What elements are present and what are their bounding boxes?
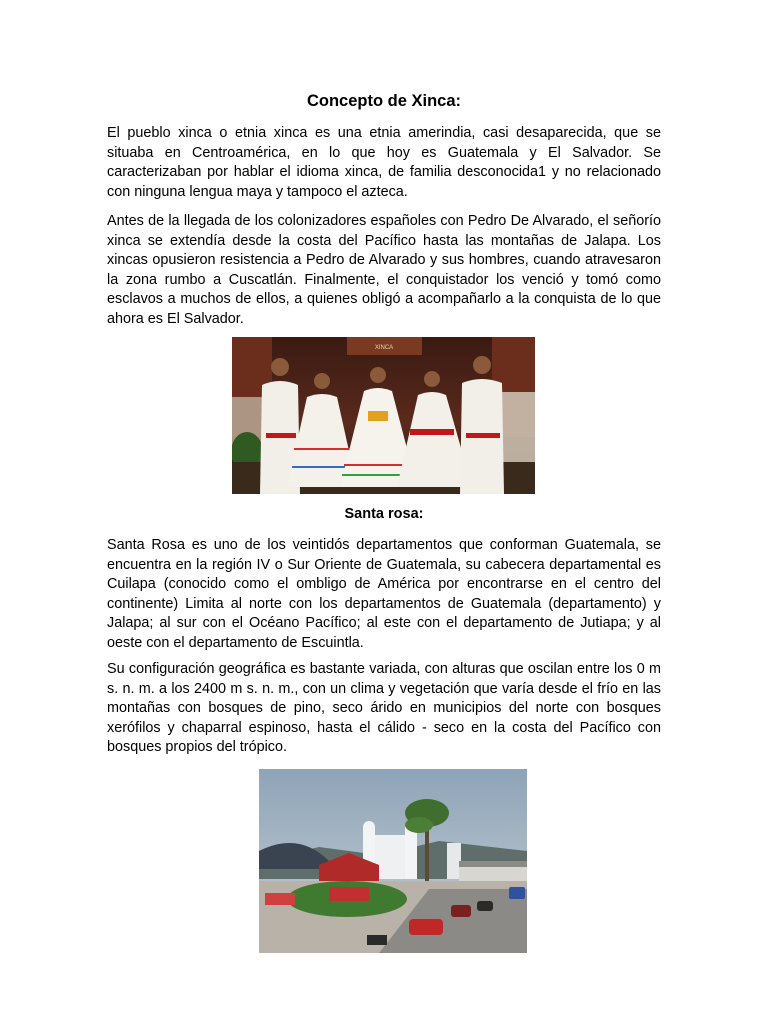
santa-rosa-plaza-photo (259, 769, 527, 953)
page-title: Concepto de Xinca: (306, 92, 462, 110)
photo-banner-text: XINCA (374, 345, 394, 351)
paragraph-santa-rosa-geography: Su configuración geográfica es bastante variada, con alturas que oscilan entre los 0 m s. n. m. a los 2400 m s. n. m., con un clima y vegetación que varía desde el frío en las montañas con bosques de pino, seco árido en municipios del norte con bosques xerófilos y chaparral espinoso, hasta el cálido - seco en la costa del Pacífico con bosques propios del trópico. (107, 661, 661, 756)
paragraph-xinca-history: Antes de la llegada de los colonizadores españoles con Pedro De Alvarado, el señorío xinca se extendía desde la costa del Pacífico hasta las montañas de Jalapa. Los xincas opusieron resistencia a Pedro de Alvarado y sus hombres, cuando atravesaron la zona rumbo a Cuscatlán. Finalmente, el conquistador los venció y tomó como esclavos a muchos de ellos, a quienes obligó a acompañarlo a la conquista de lo que ahora es El Salvador. (107, 213, 661, 327)
section-subtitle: Santa rosa: (344, 506, 424, 522)
xinca-dancers-photo (232, 337, 535, 494)
paragraph-santa-rosa-location: Santa Rosa es uno de los veintidós departamentos que conforman Guatemala, se encuentra en la región IV o Sur Oriente de Guatemala, su cabecera departamental es Cuilapa (conocido como el ombligo de América por encontrarse en el centro del continente) Limita al norte con los departamentos de Guatemala (departamento) y Jalapa; al sur con el Océano Pacífico; al este con el departamento de Jutiapa; y al oeste con el departamento de Escuintla. (107, 537, 661, 651)
paragraph-xinca-definition: El pueblo xinca o etnia xinca es una etnia amerindia, casi desaparecida, que se situaba en Centroamérica, en lo que hoy es Guatemala y El Salvador. Se caracterizaban por hablar el idioma xinca, de familia desconocida1 y no relacionado con ninguna lengua maya y tampoco el azteca. (107, 125, 661, 200)
